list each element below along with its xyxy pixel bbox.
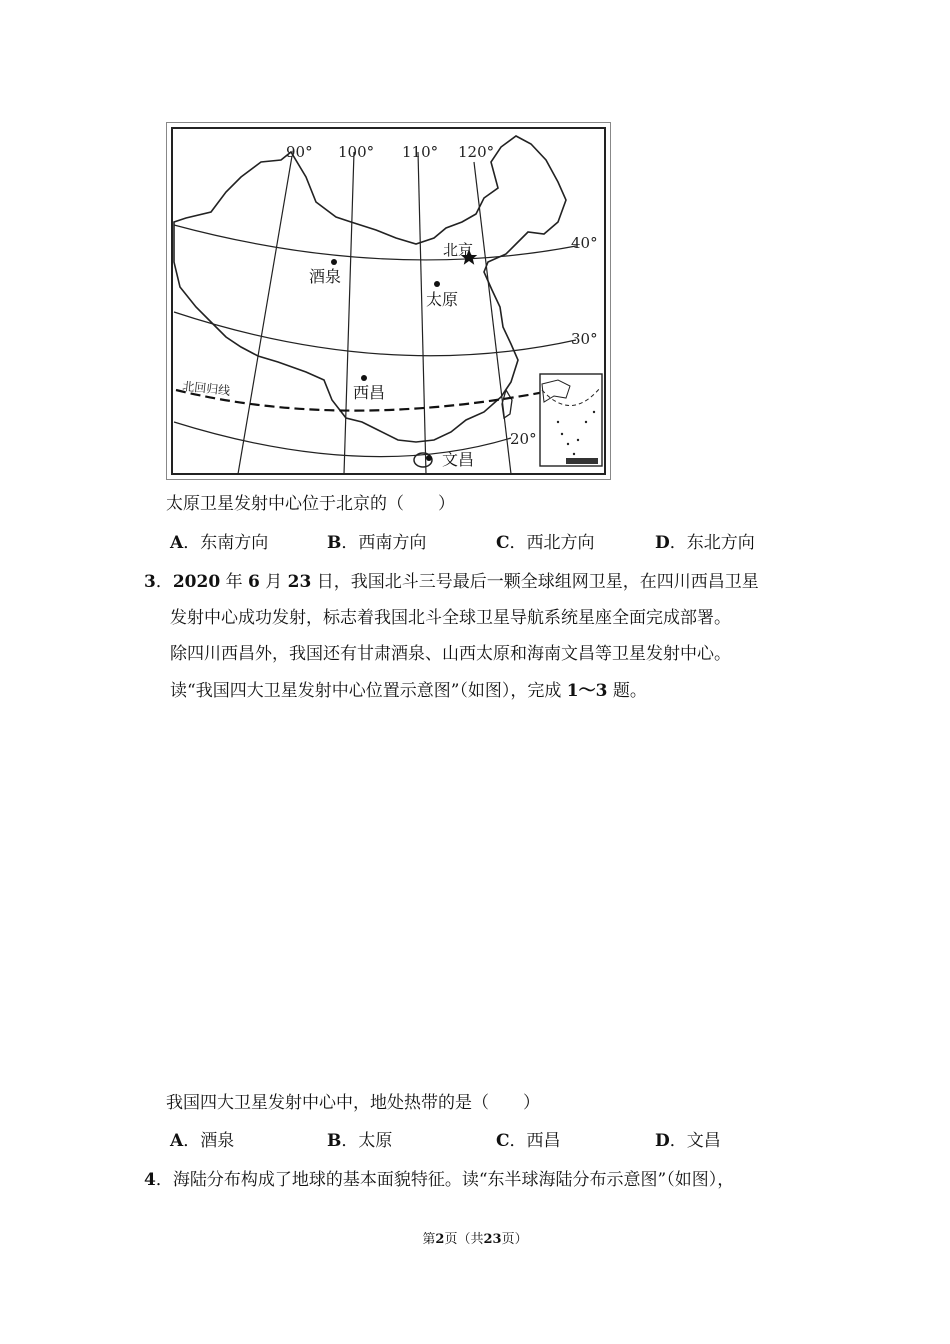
parallel-label: 20° [510, 430, 537, 448]
question-3-line-4: 读“我国四大卫星发射中心位置示意图”（如图），完成 1～3 题。 [170, 681, 647, 701]
meridian-label: 120° [458, 143, 495, 161]
question-3-line-3: 除四川西昌外，我国还有甘肃酒泉、山西太原和海南文昌等卫星发射中心。 [170, 644, 731, 664]
page-footer: 第2页（共23页） [422, 1232, 528, 1247]
total-pages: 23 [483, 1232, 502, 1247]
option-letter: A [170, 1131, 184, 1151]
option-letter: C [496, 533, 510, 553]
option-text: 西北方向 [526, 533, 595, 553]
option-text: 太原 [358, 1131, 393, 1151]
option-letter: B [327, 533, 342, 553]
option-letter: D [655, 1131, 670, 1151]
parallel-label: 40° [571, 234, 598, 252]
parallel-label: 30° [571, 330, 598, 348]
tropic-label: 北回归线 [181, 379, 231, 399]
option-letter: A [170, 533, 184, 553]
option-b[interactable]: B．西南方向 [327, 533, 427, 553]
option-a[interactable]: A．东南方向 [170, 533, 269, 553]
question-number: 3 [144, 572, 156, 592]
city-label: 太原 [426, 290, 459, 309]
option-text: 酒泉 [200, 1131, 235, 1151]
question-3-line-1: 3．2020 年 6 月 23 日，我国北斗三号最后一颗全球组网卫星，在四川西昌卫星 [144, 572, 759, 592]
option-text: 西昌 [526, 1131, 561, 1151]
option-letter: B [327, 1131, 342, 1151]
current-page: 2 [435, 1232, 445, 1247]
question-3-line-2: 发射中心成功发射，标志着我国北斗全球卫星导航系统星座全面完成部署。 [170, 608, 731, 628]
south-china-sea-inset [540, 374, 602, 466]
option-letter: C [496, 1131, 510, 1151]
option-d[interactable]: D．文昌 [655, 1131, 721, 1151]
option-text: 东南方向 [200, 533, 269, 553]
option-text: 西南方向 [358, 533, 427, 553]
meridian-label: 100° [338, 143, 375, 161]
question-2-stem: 太原卫星发射中心位于北京的（ ） [166, 494, 455, 514]
option-text: 东北方向 [686, 533, 755, 553]
meridian-label: 90° [286, 143, 313, 161]
option-d[interactable]: D．东北方向 [655, 533, 755, 553]
question-number: 4 [144, 1170, 156, 1190]
question-4-line-1: 4．海陆分布构成了地球的基本面貌特征。读“东半球海陆分布示意图”（如图）， [144, 1170, 735, 1190]
question-3-stem: 我国四大卫星发射中心中，地处热带的是（ ） [166, 1093, 540, 1113]
year: 2020 [172, 572, 221, 592]
question-range: 1～3 [566, 681, 608, 701]
city-label: 文昌 [442, 450, 475, 469]
satellite-launch-center-map [166, 122, 611, 480]
city-label: 北京 [443, 241, 474, 259]
option-c[interactable]: C．西北方向 [496, 533, 595, 553]
option-a[interactable]: A．酒泉 [170, 1131, 235, 1151]
option-text: 文昌 [686, 1131, 721, 1151]
meridian-label: 110° [402, 143, 439, 161]
city-label: 西昌 [353, 383, 386, 402]
day: 23 [287, 572, 312, 592]
option-letter: D [655, 533, 670, 553]
option-b[interactable]: B．太原 [327, 1131, 393, 1151]
city-label: 酒泉 [309, 267, 342, 286]
option-c[interactable]: C．西昌 [496, 1131, 561, 1151]
month: 6 [247, 572, 260, 592]
